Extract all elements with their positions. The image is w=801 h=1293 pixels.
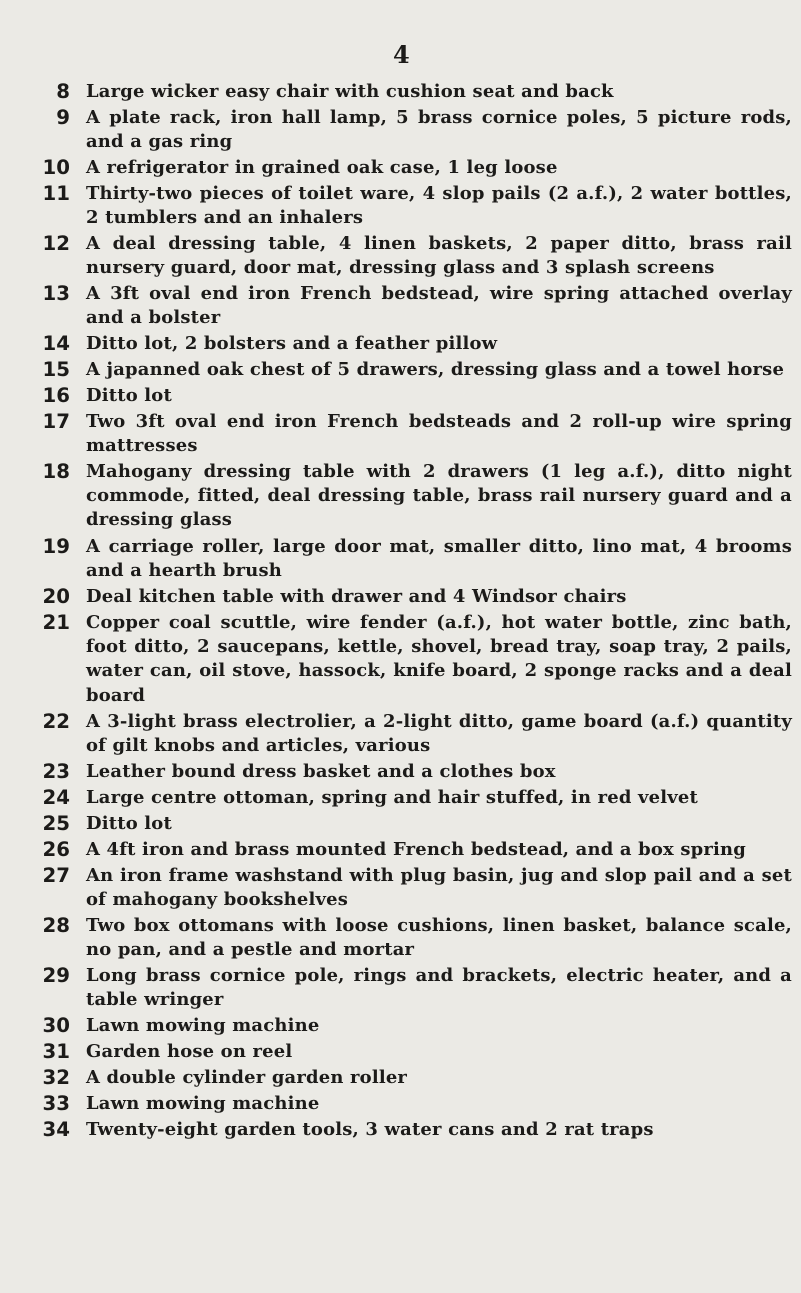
lot-number: 32 [42, 1066, 70, 1089]
lot-description: A 3-light brass electrolier, a 2-light ditto, game board (a.f.) quantity of gilt knobs and articles, various [86, 711, 792, 757]
lot-description: Two box ottomans with loose cushions, linen basket, balance scale, no pan, and a pestle and mortar [86, 915, 792, 961]
lot-number: 28 [42, 914, 70, 937]
lot-number: 26 [42, 838, 70, 861]
lot-number: 33 [42, 1092, 70, 1115]
lot-description: Ditto lot [86, 385, 172, 406]
lot-description: Garden hose on reel [86, 1041, 293, 1062]
lot-description: Large centre ottoman, spring and hair stuffed, in red velvet [86, 787, 698, 808]
lot-number: 19 [42, 535, 70, 558]
lot-description: A deal dressing table, 4 linen baskets, 2 paper ditto, brass rail nursery guard, door mat, dressing glass and 3 splash screens [86, 233, 792, 279]
lot-description: A refrigerator in grained oak case, 1 leg loose [86, 157, 558, 178]
lot-number: 8 [56, 80, 70, 103]
lot-number: 23 [42, 760, 70, 783]
lot-number: 21 [42, 611, 70, 634]
lot-number: 30 [42, 1014, 70, 1037]
lot-description: A 4ft iron and brass mounted French bedstead, and a box spring [86, 839, 746, 860]
lot-number: 25 [42, 812, 70, 835]
lot-description: Mahogany dressing table with 2 drawers (1 leg a.f.), ditto night commode, fitted, deal dressing table, brass rail nursery guard and a dressing glass [86, 461, 792, 531]
lot-description: Large wicker easy chair with cushion seat and back [86, 81, 614, 102]
page-number: 4 [393, 40, 410, 69]
lot-description: A double cylinder garden roller [86, 1067, 408, 1088]
lot-description: Two 3ft oval end iron French bedsteads and 2 roll-up wire spring mattresses [86, 411, 792, 457]
lot-description: Copper coal scuttle, wire fender (a.f.), hot water bottle, zinc bath, foot ditto, 2 saucepans, kettle, shovel, bread tray, soap tray, 2 pails, water can, oil stove, hassock, knife board, 2 sponge racks and a deal board [86, 612, 792, 706]
lot-number: 10 [42, 156, 70, 179]
lot-number: 16 [42, 384, 70, 407]
lot-description: Lawn mowing machine [86, 1015, 320, 1036]
lot-description: Thirty-two pieces of toilet ware, 4 slop pails (2 a.f.), 2 water bottles, 2 tumblers and an inhalers [86, 183, 792, 229]
lot-description: Twenty-eight garden tools, 3 water cans and 2 rat traps [86, 1119, 654, 1140]
lot-description: Deal kitchen table with drawer and 4 Windsor chairs [86, 586, 627, 607]
lot-number: 13 [42, 282, 70, 305]
lot-description: A japanned oak chest of 5 drawers, dressing glass and a towel horse [86, 359, 785, 380]
lot-description: A carriage roller, large door mat, smaller ditto, lino mat, 4 brooms and a hearth brush [86, 536, 792, 582]
lot-description: A plate rack, iron hall lamp, 5 brass cornice poles, 5 picture rods, and a gas ring [86, 107, 792, 153]
lot-number: 20 [42, 585, 70, 608]
lot-description: Ditto lot, 2 bolsters and a feather pillow [86, 333, 498, 354]
lot-number: 29 [42, 964, 70, 987]
lot-number: 18 [42, 460, 70, 483]
lot-number: 24 [42, 786, 70, 809]
lot-description: Long brass cornice pole, rings and brackets, electric heater, and a table wringer [86, 965, 792, 1011]
lot-description: An iron frame washstand with plug basin, jug and slop pail and a set of mahogany bookshelves [86, 865, 792, 911]
lot-number: 15 [42, 358, 70, 381]
lot-number: 34 [42, 1118, 70, 1141]
lot-number: 17 [42, 410, 70, 433]
lot-number: 12 [42, 232, 70, 255]
lot-description: Ditto lot [86, 813, 172, 834]
lot-number: 22 [42, 710, 70, 733]
lot-number: 9 [56, 106, 70, 129]
lot-description: Leather bound dress basket and a clothes box [86, 761, 556, 782]
lot-number: 31 [42, 1040, 70, 1063]
lot-description: Lawn mowing machine [86, 1093, 320, 1114]
lot-number: 11 [42, 182, 70, 205]
lot-number: 14 [42, 332, 70, 355]
lot-description: A 3ft oval end iron French bedstead, wire spring attached overlay and a bolster [86, 283, 792, 329]
lot-number: 27 [42, 864, 70, 887]
